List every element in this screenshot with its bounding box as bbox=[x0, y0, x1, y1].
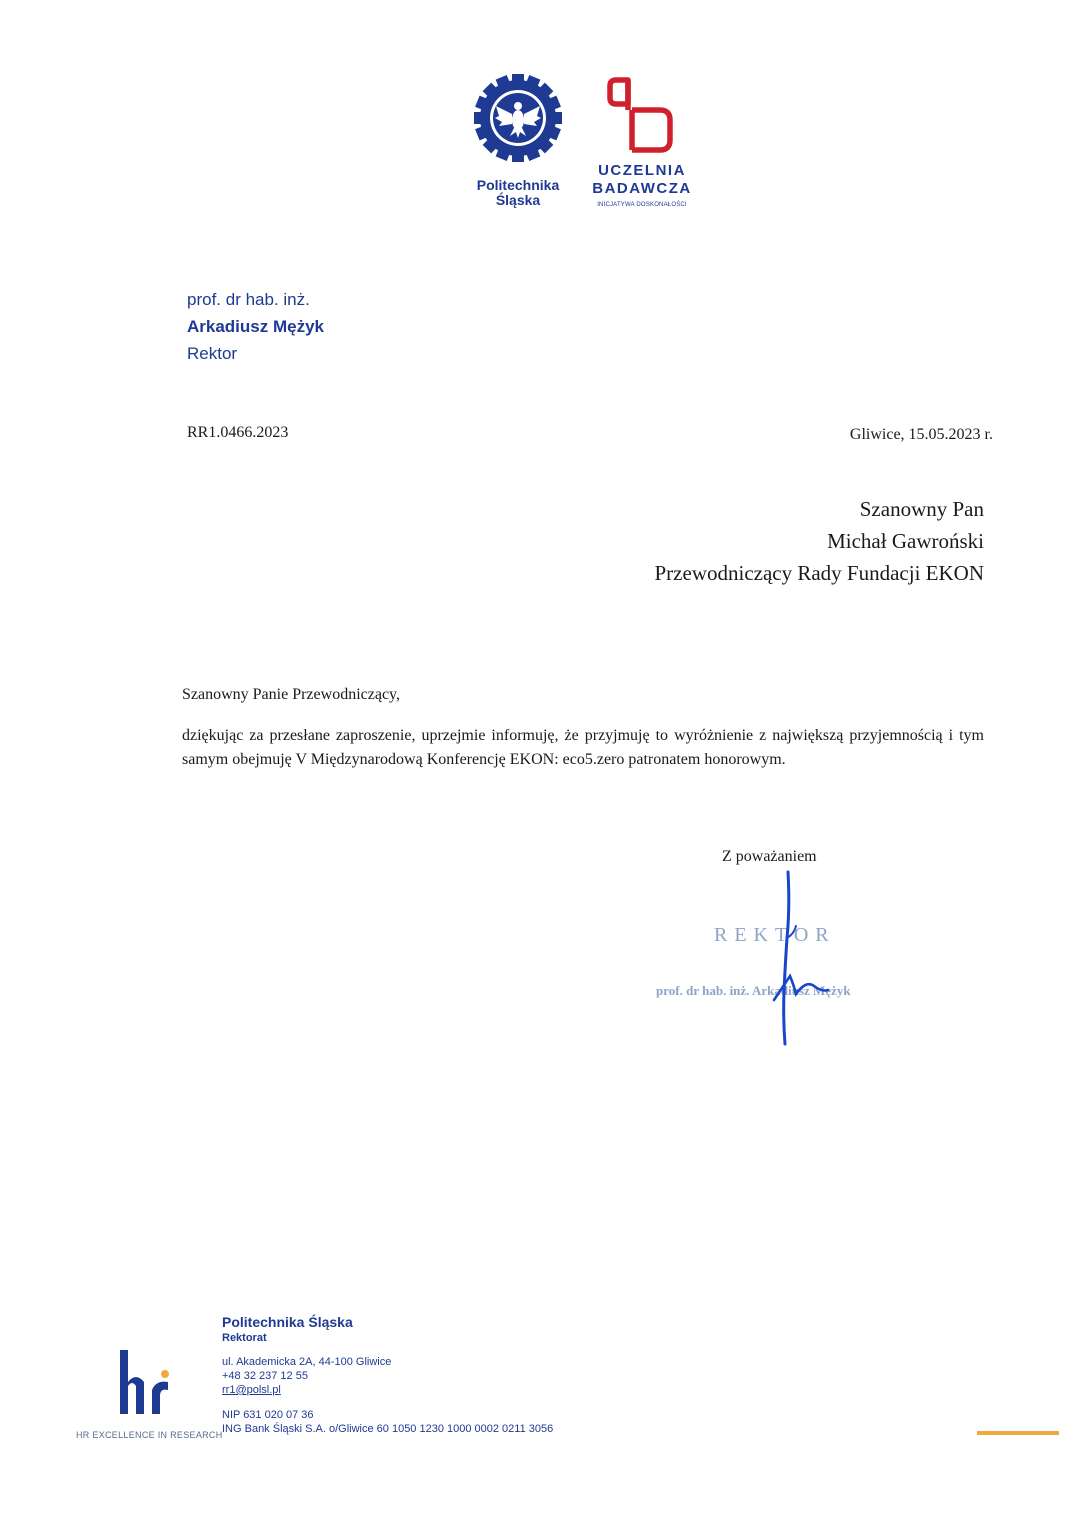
footer-phone: +48 32 237 12 55 bbox=[222, 1370, 308, 1382]
sender-name: Arkadiusz Mężyk bbox=[187, 317, 324, 336]
letter-date: Gliwice, 15.05.2023 r. bbox=[849, 426, 993, 443]
footer-bank: ING Bank Śląski S.A. o/Gliwice 60 1050 1230 1000 0002 0211 3056 bbox=[222, 1423, 554, 1435]
closing: Z poważaniem bbox=[722, 848, 817, 865]
recipient-line1: Szanowny Pan bbox=[859, 497, 984, 521]
footer-org: Politechnika Śląska bbox=[222, 1314, 353, 1330]
hr-logo-tagline: HR EXCELLENCE IN RESEARCH bbox=[76, 1430, 223, 1440]
gear-eagle-emblem-icon bbox=[472, 72, 564, 164]
logo-ub-line2: BADAWCZA bbox=[592, 180, 692, 197]
politechnika-slaska-logo bbox=[466, 72, 570, 212]
handwritten-signature bbox=[760, 868, 880, 1050]
stamp-title: REKTOR bbox=[714, 924, 836, 946]
sender-title: prof. dr hab. inż. bbox=[187, 290, 310, 309]
logo-name-line1: Politechnika bbox=[476, 177, 560, 193]
sender-block bbox=[187, 286, 324, 367]
footer-address: ul. Akademicka 2A, 44-100 Gliwice bbox=[222, 1356, 392, 1368]
logo-name-line2: Śląska bbox=[495, 192, 541, 208]
footer-email-link[interactable]: rr1@polsl.pl bbox=[222, 1384, 281, 1396]
recipient-line2: Michał Gawroński bbox=[827, 529, 984, 553]
recipient-block bbox=[655, 493, 985, 589]
reference-number: RR1.0466.2023 bbox=[187, 424, 289, 441]
logo-ub-line1: UCZELNIA bbox=[598, 162, 686, 179]
sender-role: Rektor bbox=[187, 344, 238, 363]
logo-ub-line3: INICJATYWA DOSKONAŁOŚCI bbox=[597, 202, 687, 208]
uczelnia-badawcza-logo bbox=[590, 76, 700, 212]
footer-unit: Rektorat bbox=[222, 1332, 267, 1344]
letter-body: dziękując za przesłane zaproszenie, uprzejmie informuję, że przyjmuję to wyróżnienie z największą przyjemnością i tym samym obejmuję V Międzynarodową Konferencję EKON: eco5.zero patronatem honorowym. bbox=[182, 727, 984, 768]
hr-excellence-logo bbox=[76, 1346, 223, 1446]
stamp-name: prof. dr hab. inż. Arkadiusz Mężyk bbox=[656, 983, 851, 998]
footer-contact bbox=[222, 1314, 553, 1436]
footer-nip: NIP 631 020 07 36 bbox=[222, 1409, 314, 1421]
footer-accent-bar bbox=[977, 1431, 1059, 1435]
ib-monogram-icon bbox=[590, 76, 690, 158]
hr-logo-mark-icon bbox=[76, 1346, 216, 1426]
recipient-line3: Przewodniczący Rady Fundacji EKON bbox=[654, 561, 984, 585]
salutation: Szanowny Panie Przewodniczący, bbox=[182, 686, 400, 703]
